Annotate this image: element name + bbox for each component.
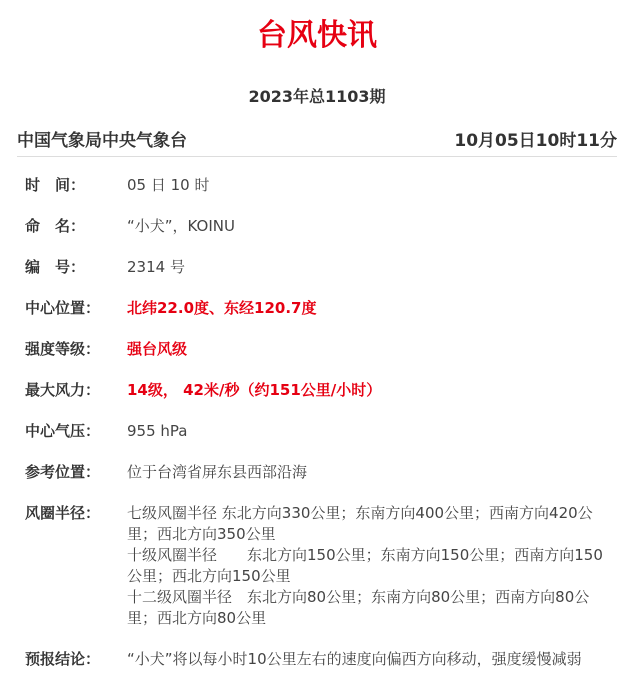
- center-pressure-label: 中心气压：: [25, 422, 101, 440]
- issue-time: 10月05日10时11分: [454, 131, 617, 151]
- intensity-value: 强台风级: [127, 340, 188, 358]
- forecast-label: 预报结论：: [25, 650, 101, 668]
- center-pressure-value: 955 hPa: [127, 422, 188, 440]
- wind-radius-level7: 七级风圈半径 东北方向330公里；东南方向400公里；西南方向420公里；西北方向350公里: [127, 504, 593, 543]
- center-position-label: 中心位置：: [25, 299, 101, 317]
- number-label: 编 号：: [25, 258, 86, 276]
- reference-position-value: 位于台湾省屏东县西部沿海: [127, 463, 308, 481]
- time-value: 05 日 10 时: [127, 176, 210, 194]
- wind-radius-label: 风圈半径：: [25, 504, 101, 522]
- wind-radius-value: [127, 503, 605, 629]
- reference-position-label: 参考位置：: [25, 463, 101, 481]
- wind-radius-level12: 十二级风圈半径 东北方向80公里；东南方向80公里；西南方向80公里；西北方向80公里: [127, 588, 590, 627]
- wind-radius-level10: 十级风圈半径 东北方向150公里；东南方向150公里；西南方向150公里；西北方向150公里: [127, 546, 603, 585]
- intensity-label: 强度等级：: [25, 340, 101, 358]
- time-label: 时 间：: [25, 176, 86, 194]
- number-value: 2314 号: [127, 258, 185, 276]
- issue-number: 2023年总1103期: [248, 87, 386, 106]
- name-label: 命 名：: [25, 217, 86, 235]
- forecast-value: “小犬”将以每小时10公里左右的速度向偏西方向移动，强度缓慢减弱: [127, 650, 582, 668]
- bulletin-header: [17, 128, 617, 157]
- center-position-value: 北纬22.0度、东经120.7度: [127, 299, 317, 317]
- page-title: 台风快讯: [257, 18, 377, 53]
- agency-name: 中国气象局中央气象台: [17, 131, 187, 151]
- name-value: “小犬”，KOINU: [127, 217, 235, 235]
- max-wind-label: 最大风力：: [25, 381, 101, 399]
- max-wind-value: 14级， 42米/秒（约151公里/小时）: [127, 381, 382, 399]
